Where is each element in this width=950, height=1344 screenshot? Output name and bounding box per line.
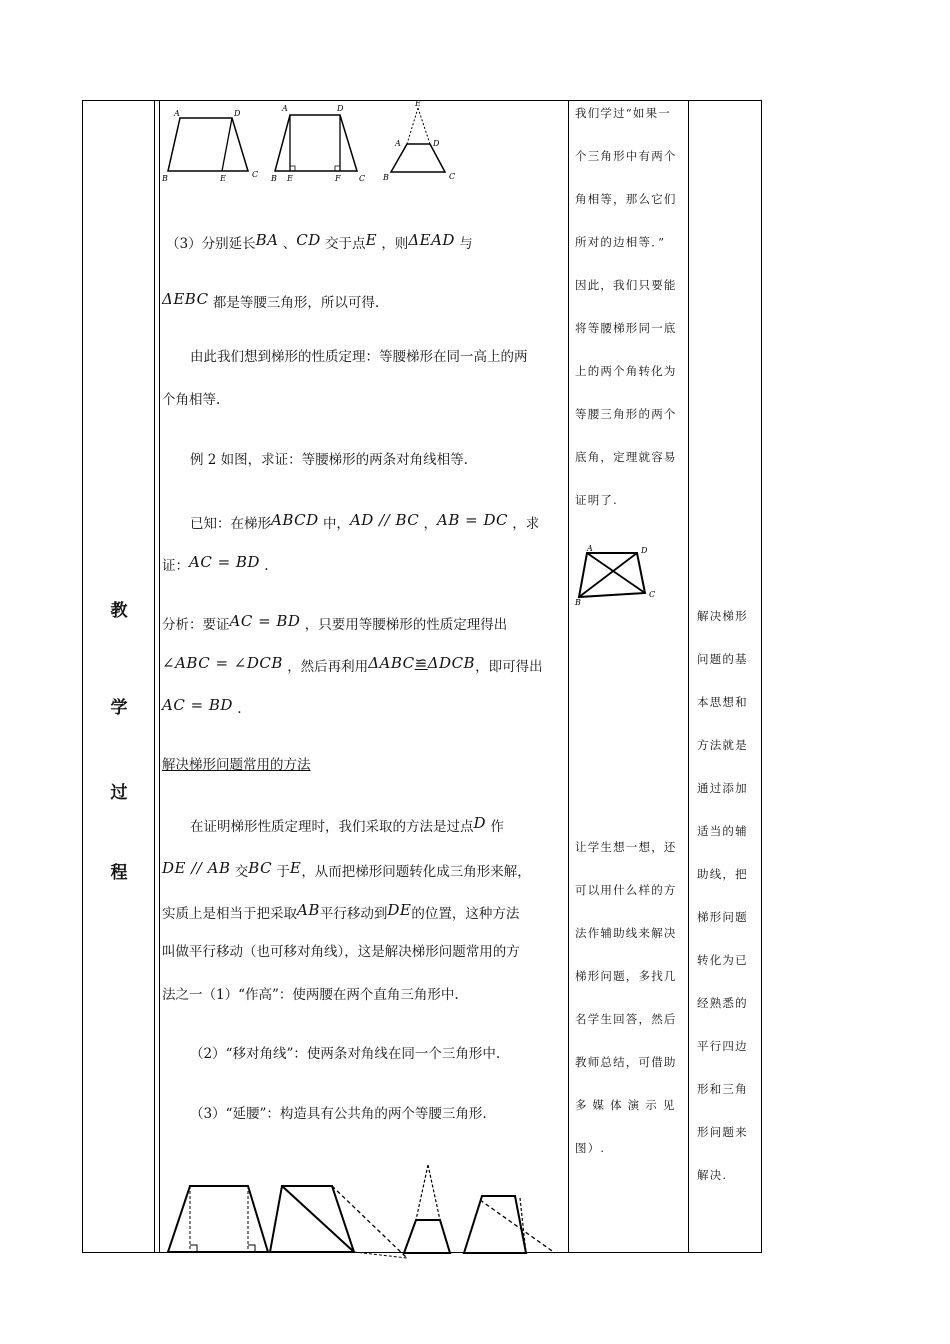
figure-method-diagonal [272,1180,412,1260]
section-title-char: 过 [110,783,128,803]
note-line: 梯形问题 [697,910,748,924]
note-line: 所对的边相等．” [575,235,666,249]
note-line: 本思想和 [697,695,748,709]
section-heading-methods: 解决梯形问题常用的方法 [162,757,311,773]
label-d: D [641,546,648,555]
paragraph-method-translate: 实质上是相当于把采取AB平行移动到DE的位置，这种方法 [162,901,520,922]
paragraph-analysis: 分析：要证AC = BD ，只要用等腰梯形的性质定理得出 [162,612,508,633]
paragraph-theorem: 由此我们想到梯形的性质定理：等腰梯形在同一高上的两 [190,349,528,365]
note-line: 平行四边 [697,1039,748,1053]
note-line: 问题的基 [697,652,748,666]
figure-trapezoid-diagonals [575,545,660,610]
note-line: 形和三角 [697,1082,748,1096]
paragraph-method-diagonal: （2）“移对角线”：使两条对角线在同一个三角形中. [190,1046,501,1062]
note-line: 方法就是 [697,738,748,752]
note-line: 梯形问题，多找几 [575,969,677,983]
figure-method-extend [398,1160,458,1255]
note-line: 教师总结，可借助 [575,1055,677,1069]
figure-trapezoid-heights [271,104,385,185]
paragraph-given: 已知：在梯形ABCD 中，AD // BC ，AB = DC ，求 [190,511,540,532]
figure-method-heights [160,1180,280,1255]
note-line: 角相等，那么它们 [575,192,677,206]
section-title-char: 教 [110,601,128,621]
note-isosceles-recall [575,92,677,522]
paragraph-method-height: 法之一（1）“作高”：使两腰在两个直角三角形中. [162,987,459,1003]
label-b: B [575,598,581,607]
paragraph-method: 在证明梯形性质定理时，我们采取的方法是过点D 作 [190,814,504,835]
paragraph-extend-legs: （3）分别延长BA 、CD 交于点E ，则ΔEAD 与 [166,231,473,252]
label-d: D [337,104,344,113]
note-line: 转化为已 [697,953,748,967]
note-line: 法作辅助线来解决 [575,926,677,940]
note-student-activity [575,826,677,1170]
paragraph-isosceles: ΔEBC 都是等腰三角形，所以可得. [162,290,380,311]
label-e: E [287,174,293,183]
figure-extended-legs [383,100,473,185]
note-line: 因此，我们只要能 [575,278,677,292]
label-b: B [383,173,389,182]
note-line: 可以用什么样的方 [575,883,677,897]
section-title-char: 学 [110,698,128,718]
label-d: D [433,139,440,148]
label-a: A [587,544,593,553]
note-line: 等腰三角形的两个 [575,407,677,421]
paragraph-method-cont: DE // AB 交BC 于E，从而把梯形问题转化成三角形来解， [162,859,531,880]
label-f: F [335,174,341,183]
note-line: 底角，定理就容易 [575,450,677,464]
figure-trapezoid-parallel [160,105,270,185]
label-c: C [449,172,456,181]
note-line: 让学生想一想，还 [575,840,677,854]
paragraph-analysis-cont: ∠ABC = ∠DCB ，然后再利用ΔABC≌ΔDCB，即可得出 [162,654,543,675]
note-line: 将等腰梯形同一底 [575,321,677,335]
section-title-char: 程 [110,863,128,883]
label-b: B [162,174,168,183]
paragraph-analysis-end: AC = BD . [162,696,242,717]
column-divider [688,101,689,1252]
paragraph-example: 例 2 如图，求证：等腰梯形的两条对角线相等. [190,452,468,468]
note-line: 形问题来 [697,1125,748,1139]
note-line: 解决. [697,1168,728,1182]
note-design-intent [697,595,748,1197]
label-d: D [234,109,241,118]
label-e: E [220,174,226,183]
label-c: C [649,590,656,599]
note-line: 上的两个角转化为 [575,364,677,378]
column-divider [159,101,160,1252]
label-c: C [359,174,366,183]
paragraph-method-extend: （3）“延腰”：构造具有公共角的两个等腰三角形. [190,1106,487,1122]
note-line: 证明了. [575,493,618,507]
note-line: 助线，把 [697,867,748,881]
column-divider [568,101,569,1252]
label-a: A [174,109,180,118]
column-divider [154,101,155,1252]
figure-method-translate [470,1190,560,1255]
paragraph-method-translate-cont: 叫做平行移动（也可移对角线），这是解决梯形问题常用的方 [162,944,520,960]
label-c: C [252,170,259,179]
note-line: 个三角形中有两个 [575,149,677,163]
note-line: 通过添加 [697,781,748,795]
label-b: B [271,174,277,183]
note-line: 经熟悉的 [697,996,748,1010]
label-a: A [282,104,288,113]
label-e: E [415,99,421,108]
note-line: 图）. [575,1141,606,1155]
paragraph-theorem-cont: 个角相等. [162,392,221,408]
note-line: 适当的辅 [697,824,748,838]
note-line: 名学生回答，然后 [575,1012,677,1026]
note-line: 我们学过“如果一 [575,106,671,120]
note-line: 解决梯形 [697,609,748,623]
note-line: 多 媒 体 演 示 见 [575,1098,676,1112]
label-a: A [395,139,401,148]
paragraph-prove: 证：AC = BD . [162,553,269,574]
